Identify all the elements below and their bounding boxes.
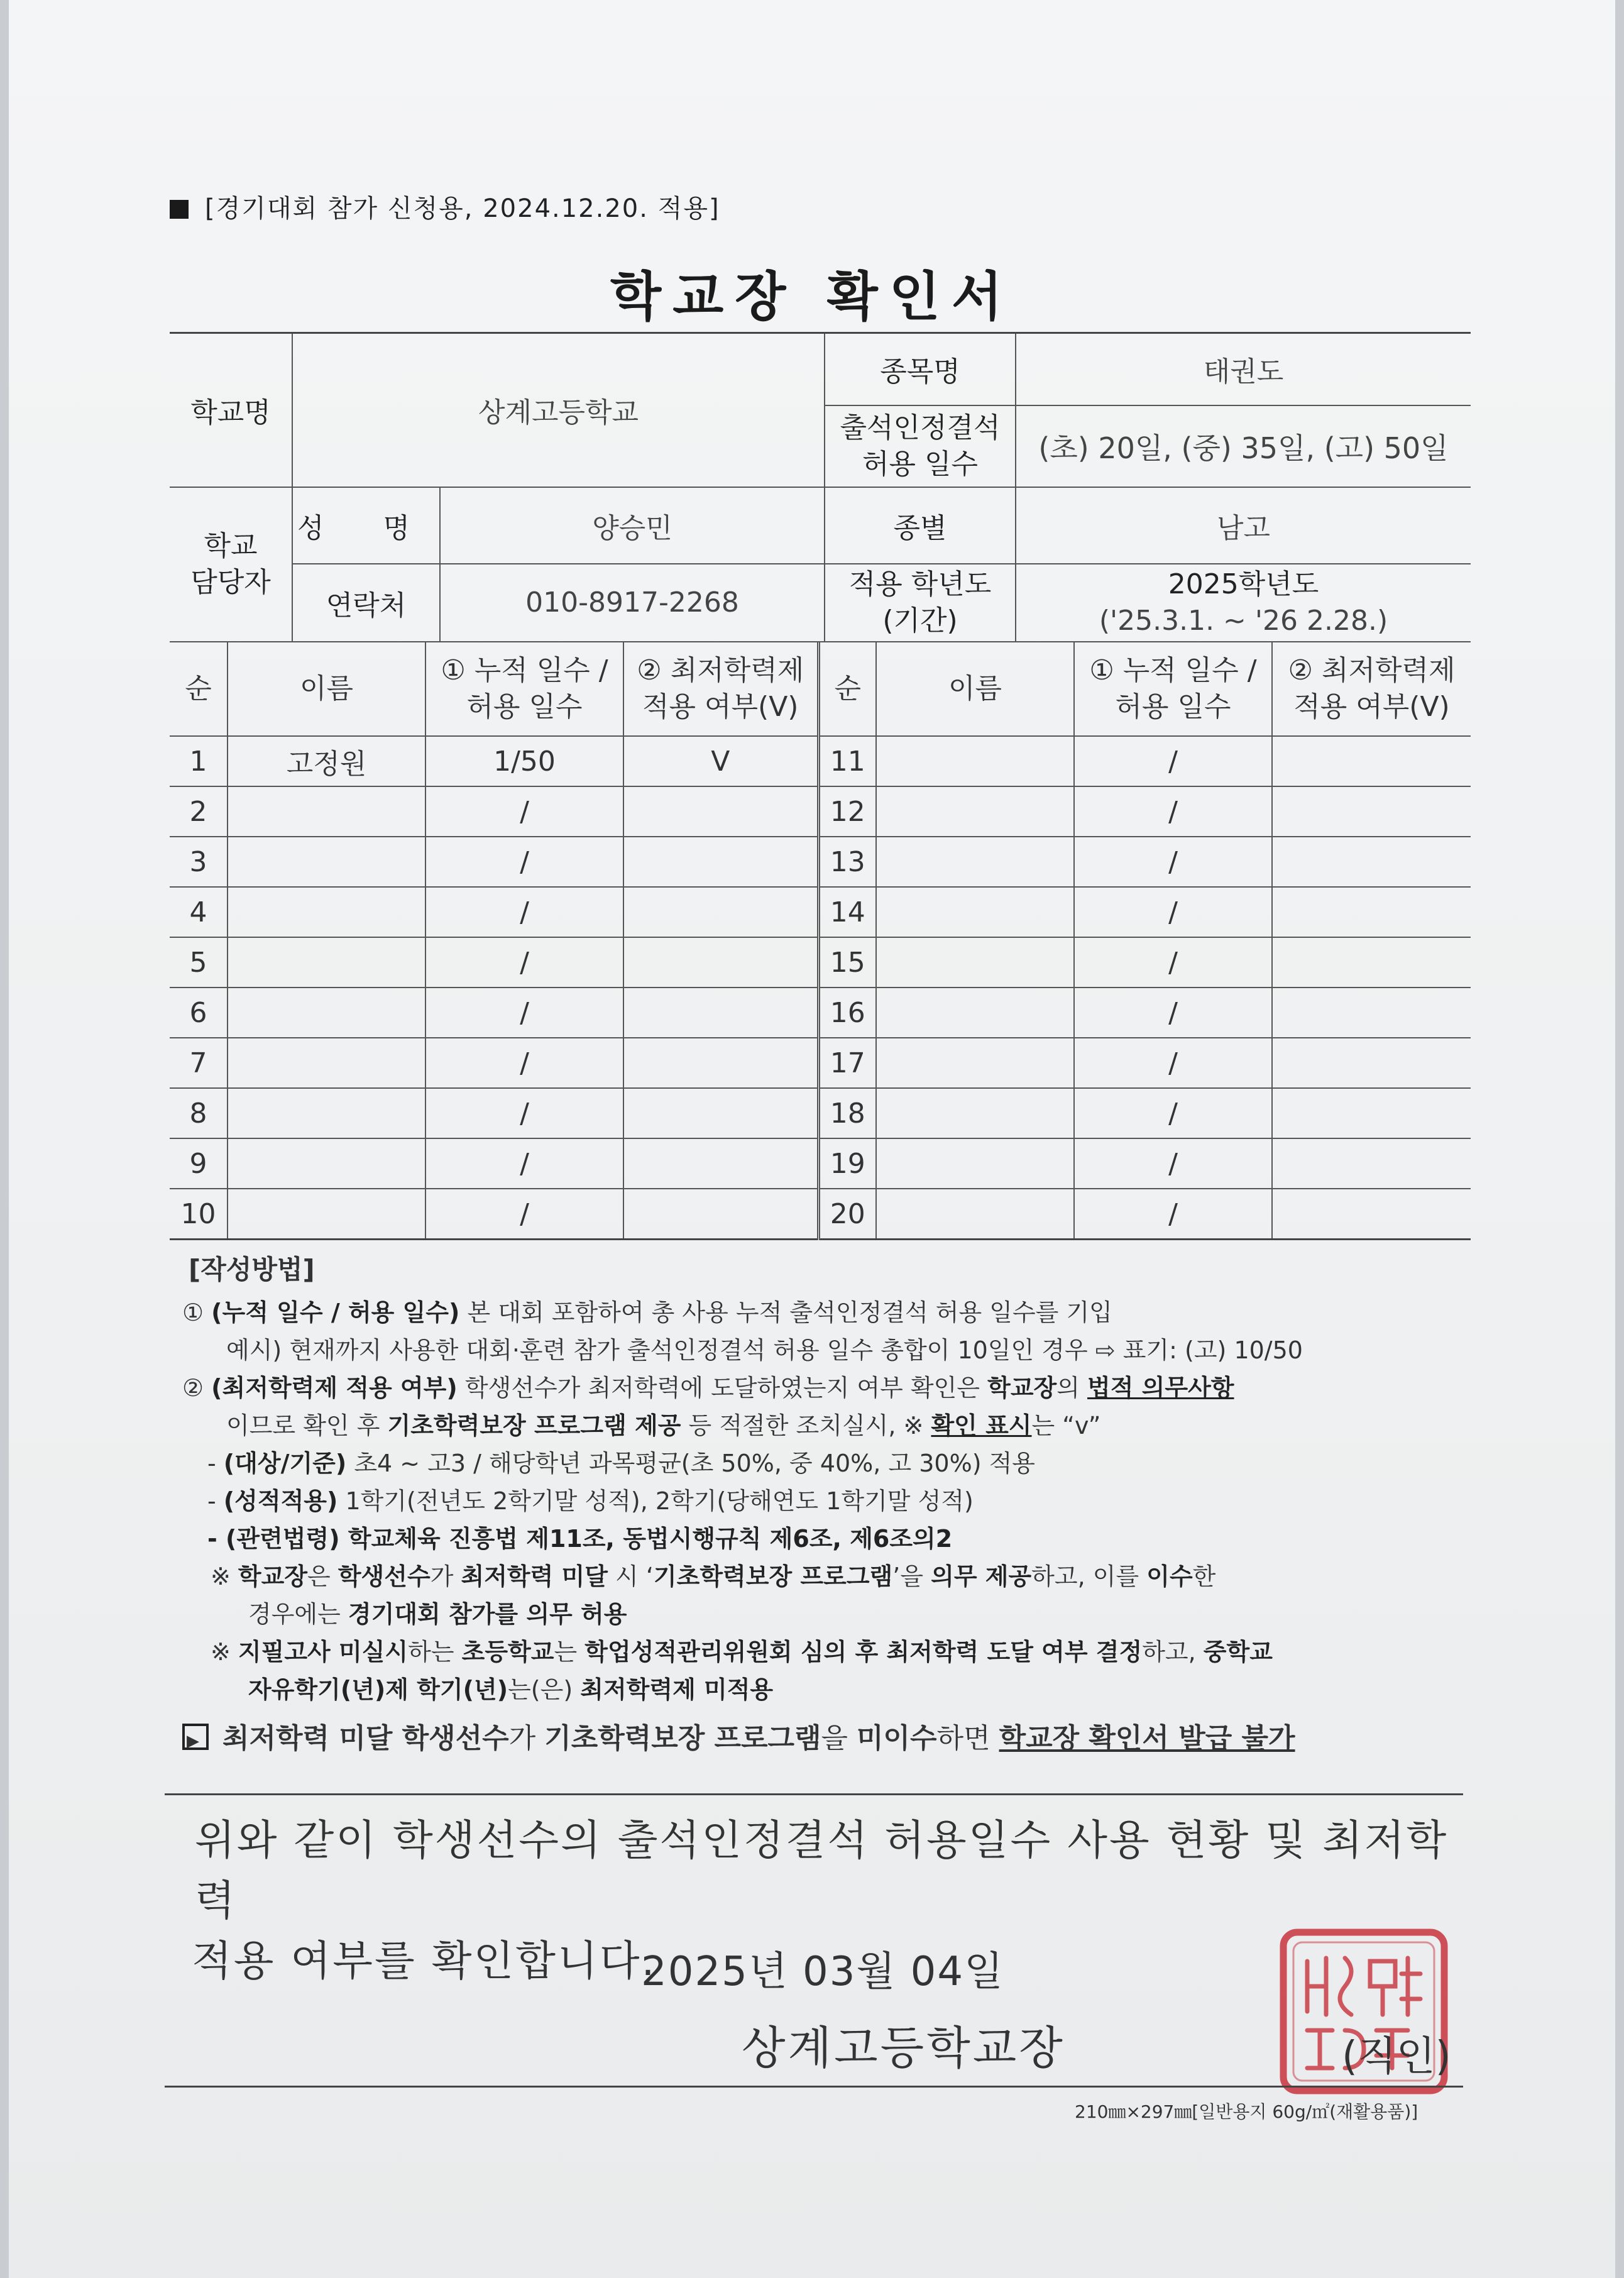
row-number: 12 [818, 786, 876, 837]
student-name [228, 1038, 425, 1088]
instructions-heading: [작성방법] [189, 1254, 315, 1285]
student-name [876, 1138, 1074, 1189]
category-label: 종별 [825, 487, 1016, 564]
min-score-check [1272, 786, 1471, 837]
row-number: 11 [818, 736, 876, 786]
min-score-check [623, 837, 818, 887]
roster-header [170, 642, 1471, 736]
days-used: / [425, 988, 623, 1038]
table-row [170, 837, 1471, 887]
seal-label: (직인) [1342, 2033, 1451, 2080]
min-score-check [1272, 1088, 1471, 1138]
days-used: / [425, 837, 623, 887]
student-name [876, 1038, 1074, 1088]
year-value: 2025학년도 ('25.3.1. ~ '26 2.28.) [1016, 564, 1471, 642]
row-number: 14 [818, 887, 876, 937]
principal-name: 상계고등학교장 [742, 2022, 1065, 2074]
confirmation-text: 위와 같이 학생선수의 출석인정결석 허용일수 사용 현황 및 최저학력 적용 여부를 확인합니다. [192, 1816, 1449, 1985]
form-header-note: [경기대회 참가 신청용, 2024.12.20. 적용] [170, 189, 1471, 224]
row-number: 1 [170, 736, 228, 786]
days-used: 1/50 [425, 736, 623, 786]
days-used: / [1074, 1038, 1272, 1088]
row-number: 15 [818, 937, 876, 988]
instruction-grades: - (성적적용) 1학기(전년도 2학기말 성적), 2학기(당해연도 1학기말 성적) [207, 1487, 974, 1515]
row-number: 18 [818, 1088, 876, 1138]
col-min-header: ② 최저학력제 적용 여부(V) [1272, 642, 1471, 736]
col-name-header: 이름 [228, 642, 425, 736]
student-name [228, 937, 425, 988]
row-number: 4 [170, 887, 228, 937]
days-used: / [425, 1088, 623, 1138]
days-used: / [425, 786, 623, 837]
divider [165, 1793, 1463, 1795]
contact-value: 010-8917-2268 [440, 564, 825, 642]
days-used: / [1074, 887, 1272, 937]
table-row [170, 937, 1471, 988]
col-no-header: 순 [170, 642, 228, 736]
min-score-check [1272, 887, 1471, 937]
instruction-note-1: ※ 학교장은 학생선수가 최저학력 미달 시 ‘기초학력보장 프로그램’을 의무 제공하고, 이를 이수한 [211, 1563, 1216, 1590]
col-min-header: ② 최저학력제 적용 여부(V) [623, 642, 818, 736]
contact-label: 연락처 [292, 564, 440, 642]
roster-table [170, 641, 1471, 1240]
days-used: / [425, 887, 623, 937]
school-label: 학교명 [170, 333, 292, 487]
table-row [170, 786, 1471, 837]
student-name [876, 887, 1074, 937]
min-score-check [623, 1138, 818, 1189]
student-name [876, 786, 1074, 837]
info-table [170, 332, 1471, 642]
student-name [876, 988, 1074, 1038]
table-row [170, 1038, 1471, 1088]
min-score-check [623, 786, 818, 837]
col-days-header: ① 누적 일수 / 허용 일수 [1074, 642, 1272, 736]
days-used: / [1074, 988, 1272, 1038]
days-used: / [1074, 837, 1272, 887]
manager-label: 학교 담당자 [170, 487, 292, 642]
days-used: / [1074, 1088, 1272, 1138]
row-number: 19 [818, 1138, 876, 1189]
arrow-box-icon [182, 1724, 209, 1750]
table-row [170, 1189, 1471, 1240]
row-number: 17 [818, 1038, 876, 1088]
bottom-divider [165, 2086, 1463, 2088]
days-used: / [1074, 1138, 1272, 1189]
student-name [876, 1088, 1074, 1138]
absence-label: 출석인정결석 허용 일수 [825, 405, 1016, 487]
student-name [228, 988, 425, 1038]
col-days-header: ① 누적 일수 / 허용 일수 [425, 642, 623, 736]
min-score-check [623, 1088, 818, 1138]
days-used: / [1074, 937, 1272, 988]
category-value: 남고 [1016, 487, 1471, 564]
row-number: 8 [170, 1088, 228, 1138]
absence-value: (초) 20일, (중) 35일, (고) 50일 [1016, 405, 1471, 487]
min-score-check [1272, 1038, 1471, 1088]
student-name [876, 937, 1074, 988]
min-score-check [623, 937, 818, 988]
row-number: 7 [170, 1038, 228, 1088]
instruction-1-example: 예시) 현재까지 사용한 대회·훈련 참가 출석인정결석 허용 일수 총합이 10일인 경우 ⇨ 표기: (고) 10/50 [226, 1336, 1303, 1364]
row-number: 2 [170, 786, 228, 837]
min-score-check [1272, 837, 1471, 887]
row-number: 5 [170, 937, 228, 988]
instruction-note-2: ※ 지필고사 미실시하는 초등학교는 학업성적관리위원회 심의 후 최저학력 도달 여부 결정하고, 중학교 [211, 1638, 1273, 1666]
min-score-check [1272, 1189, 1471, 1240]
square-bullet-icon [170, 200, 189, 219]
min-score-check [623, 1189, 818, 1240]
instruction-2-cont: 이므로 확인 후 기초학력보장 프로그램 제공 등 적절한 조치실시, ※ 확인 표시는 “v” [226, 1412, 1101, 1439]
table-row [170, 1088, 1471, 1138]
row-number: 3 [170, 837, 228, 887]
days-used: / [425, 937, 623, 988]
instruction-law: - (관련법령) 학교체육 진흥법 제11조, 동법시행규칙 제6조, 제6조의2 [207, 1525, 953, 1553]
table-row [170, 1138, 1471, 1189]
min-score-check [1272, 988, 1471, 1038]
row-number: 16 [818, 988, 876, 1038]
row-number: 13 [818, 837, 876, 887]
student-name [228, 1189, 425, 1240]
instruction-target: - (대상/기준) 초4 ~ 고3 / 해당학년 과목평균(초 50%, 중 40%, 고 30%) 적용 [207, 1450, 1036, 1477]
event-label: 종목명 [825, 333, 1016, 405]
min-score-check [623, 887, 818, 937]
notice-line: ▶최저학력 미달 학생선수가 기초학력보장 프로그램을 미이수하면 학교장 확인서 발급 불가 [182, 1720, 1471, 1758]
issue-date: 2025년 03월 04일 [641, 1949, 1004, 1995]
days-used: / [1074, 786, 1272, 837]
days-used: / [425, 1189, 623, 1240]
student-name [876, 1189, 1074, 1240]
row-number: 9 [170, 1138, 228, 1189]
table-row [170, 887, 1471, 937]
days-used: / [1074, 736, 1272, 786]
instruction-note-2-cont: 자유학기(년)제 학기(년)는(은) 최저학력제 미적용 [248, 1676, 774, 1703]
min-score-check: V [623, 736, 818, 786]
student-name [228, 1138, 425, 1189]
student-name: 고정원 [228, 736, 425, 786]
instructions [182, 1251, 1471, 1758]
document-title: 학교장 확인서 [610, 266, 1014, 327]
paper-spec-note: 210㎜×297㎜[일반용지 60g/㎡(재활용품)] [1075, 2101, 1418, 2122]
row-number: 20 [818, 1189, 876, 1240]
days-used: / [425, 1138, 623, 1189]
student-name [228, 1088, 425, 1138]
student-name [228, 837, 425, 887]
instruction-2: ② (최저학력제 적용 여부) 학생선수가 최저학력에 도달하였는지 여부 확인은 학교장의 법적 의무사항 [182, 1374, 1234, 1402]
col-no-header: 순 [818, 642, 876, 736]
row-number: 6 [170, 988, 228, 1038]
year-label: 적용 학년도 (기간) [825, 564, 1016, 642]
student-name [876, 837, 1074, 887]
name-value: 양승민 [440, 487, 825, 564]
event-value: 태권도 [1016, 333, 1471, 405]
instruction-1: ① (누적 일수 / 허용 일수) 본 대회 포함하여 총 사용 누적 출석인정결석 허용 일수를 기입 [182, 1299, 1112, 1326]
days-used: / [1074, 1189, 1272, 1240]
min-score-check [1272, 937, 1471, 988]
student-name [228, 786, 425, 837]
table-row [170, 988, 1471, 1038]
row-number: 10 [170, 1189, 228, 1240]
instruction-note-1-cont: 경우에는 경기대회 참가를 의무 허용 [248, 1600, 627, 1628]
table-row [170, 736, 1471, 786]
days-used: / [425, 1038, 623, 1088]
min-score-check [1272, 1138, 1471, 1189]
min-score-check [623, 988, 818, 1038]
student-name [876, 736, 1074, 786]
min-score-check [1272, 736, 1471, 786]
col-name-header: 이름 [876, 642, 1074, 736]
min-score-check [623, 1038, 818, 1088]
name-label: 성 명 [292, 487, 440, 564]
student-name [228, 887, 425, 937]
school-value: 상계고등학교 [292, 333, 825, 487]
